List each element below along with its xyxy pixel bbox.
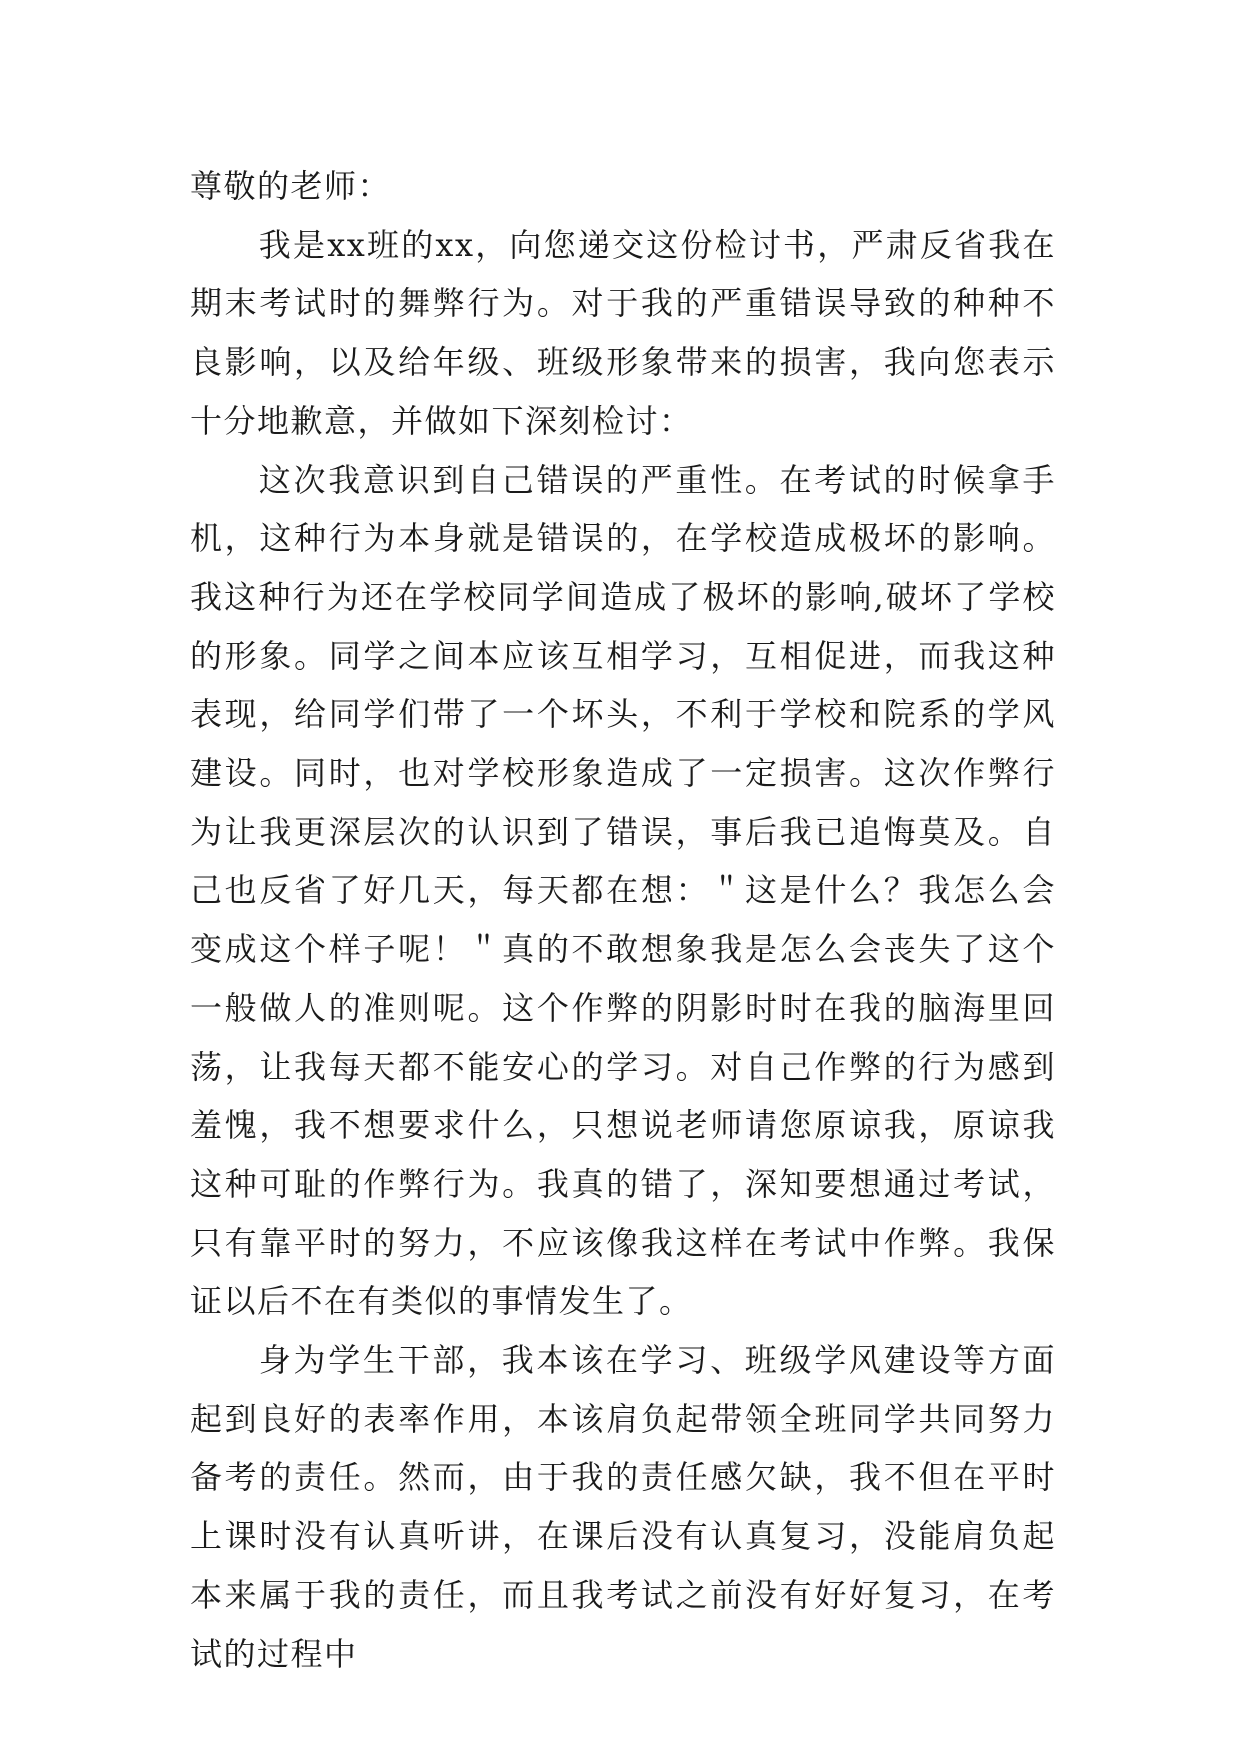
paragraph-2: 这次我意识到自己错误的严重性。在考试的时候拿手机，这种行为本身就是错误的，在学校造成极坏的影响。我这种行为还在学校同学间造成了极坏的影响,破坏了学校的形象。同学之间本应该互相学习，互相促进，而我这种表现，给同学们带了一个坏头，不利于学校和院系的学风建设。同时，也对学校形象造成了一定损害。这次作弊行为让我更深层次的认识到了错误，事后我已追悔莫及。自己也反省了好几天，每天都在想：＂这是什么？我怎么会变成这个样子呢！＂真的不敢想象我是怎么会丧失了这个一般做人的准则呢。这个作弊的阴影时时在我的脑海里回荡，让我每天都不能安心的学习。对自己作弊的行为感到羞愧，我不想要求什么，只想说老师请您原谅我，原谅我这种可耻的作弊行为。我真的错了，深知要想通过考试，只有靠平时的努力，不应该像我这样在考试中作弊。我保证以后不在有类似的事情发生了。 [190,460,1056,1321]
letter-body [190,157,1056,1683]
salutation: 尊敬的老师： [190,167,392,205]
paragraph-1: 我是xx班的xx，向您递交这份检讨书，严肃反省我在期末考试时的舞弊行为。对于我的严重错误导致的种种不良影响，以及给年级、班级形象带来的损害，我向您表示十分地歉意，并做如下深刻检讨： [190,225,1056,440]
paragraph-3: 身为学生干部，我本该在学习、班级学风建设等方面起到良好的表率作用，本该肩负起带领全班同学共同努力备考的责任。然而，由于我的责任感欠缺，我不但在平时上课时没有认真听讲，在课后没有认真复习，没能肩负起本来属于我的责任，而且我考试之前没有好好复习，在考试的过程中 [190,1341,1056,1673]
